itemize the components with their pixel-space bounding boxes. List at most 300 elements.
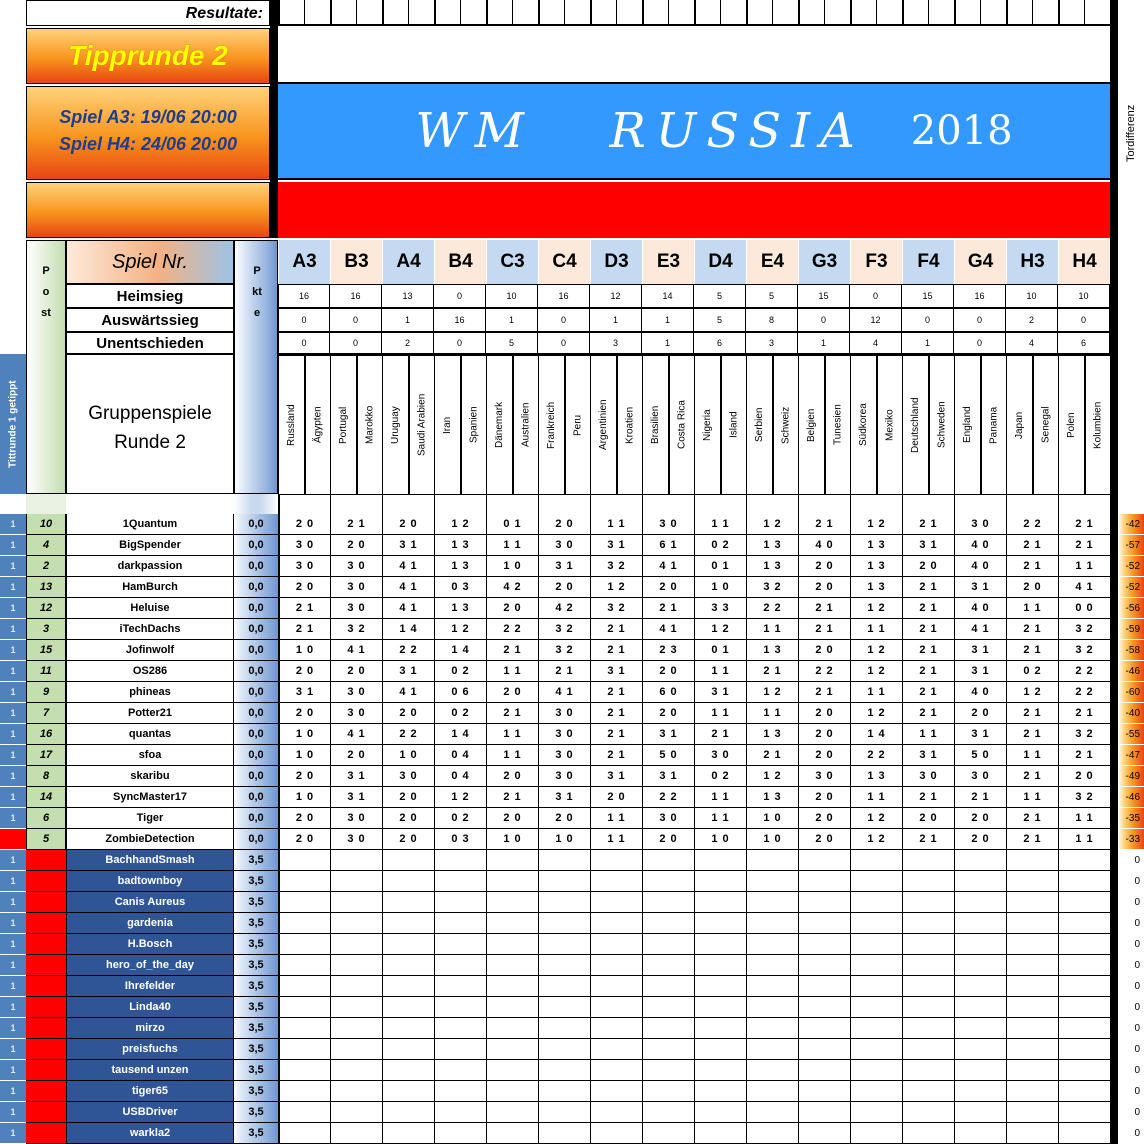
tip-cell[interactable]: 3 0	[538, 766, 590, 787]
tip-cell[interactable]: 1 3	[746, 640, 798, 661]
tip-cell[interactable]: 2 1	[902, 682, 954, 703]
tip-cell[interactable]: 3 0	[330, 556, 382, 577]
tip-cell[interactable]	[278, 997, 330, 1018]
tip-cell[interactable]	[902, 997, 954, 1018]
tip-cell[interactable]: 2 1	[902, 703, 954, 724]
tip-cell[interactable]	[694, 1018, 746, 1039]
tip-cell[interactable]: 5 0	[642, 745, 694, 766]
tip-cell[interactable]: 0 3	[434, 829, 486, 850]
tip-cell[interactable]	[590, 934, 642, 955]
tip-cell[interactable]: 2 0	[798, 703, 850, 724]
row-tag[interactable]: 1	[0, 766, 26, 787]
tip-cell[interactable]: 2 1	[798, 514, 850, 535]
tip-cell[interactable]: 1 0	[382, 745, 434, 766]
tip-cell[interactable]: 5 0	[954, 745, 1006, 766]
tip-cell[interactable]: 2 0	[278, 808, 330, 829]
tip-cell[interactable]	[434, 1123, 486, 1144]
row-tag[interactable]: 1	[0, 892, 26, 913]
tip-cell[interactable]: 2 0	[330, 535, 382, 556]
tip-cell[interactable]	[330, 976, 382, 997]
tip-cell[interactable]: 1 3	[434, 598, 486, 619]
tip-cell[interactable]: 2 0	[902, 808, 954, 829]
tip-cell[interactable]	[590, 1123, 642, 1144]
tip-cell[interactable]	[278, 1123, 330, 1144]
tip-cell[interactable]: 1 0	[486, 556, 538, 577]
tip-cell[interactable]: 4 0	[954, 598, 1006, 619]
tip-cell[interactable]	[1058, 976, 1110, 997]
tip-cell[interactable]	[486, 1102, 538, 1123]
tip-cell[interactable]	[330, 1081, 382, 1102]
tip-cell[interactable]: 3 1	[538, 556, 590, 577]
tip-cell[interactable]: 3 1	[954, 724, 1006, 745]
tip-cell[interactable]: 3 0	[642, 808, 694, 829]
row-tag[interactable]: 1	[0, 913, 26, 934]
tip-cell[interactable]: 4 1	[382, 577, 434, 598]
tip-cell[interactable]: 1 1	[746, 703, 798, 724]
tip-cell[interactable]: 2 1	[798, 598, 850, 619]
tip-cell[interactable]	[798, 934, 850, 955]
tip-cell[interactable]: 2 2	[1058, 661, 1110, 682]
tip-cell[interactable]: 0 2	[694, 766, 746, 787]
tip-cell[interactable]	[538, 934, 590, 955]
tip-cell[interactable]	[798, 955, 850, 976]
tip-cell[interactable]	[382, 1081, 434, 1102]
tip-cell[interactable]: 0 2	[1006, 661, 1058, 682]
tip-cell[interactable]: 1 2	[434, 514, 486, 535]
row-tag[interactable]: 1	[0, 682, 26, 703]
tip-cell[interactable]	[798, 1102, 850, 1123]
tip-cell[interactable]	[590, 871, 642, 892]
tip-cell[interactable]	[954, 892, 1006, 913]
tip-cell[interactable]: 2 1	[798, 682, 850, 703]
result-input-cell[interactable]	[356, 0, 382, 26]
tip-cell[interactable]	[330, 1039, 382, 1060]
tip-cell[interactable]: 1 2	[434, 787, 486, 808]
tip-cell[interactable]: 1 2	[434, 619, 486, 640]
tip-cell[interactable]: 2 2	[746, 598, 798, 619]
tip-cell[interactable]: 4 1	[330, 724, 382, 745]
tip-cell[interactable]	[538, 955, 590, 976]
row-tag[interactable]	[0, 829, 26, 850]
tip-cell[interactable]: 1 2	[590, 577, 642, 598]
tip-cell[interactable]: 1 0	[278, 745, 330, 766]
tip-cell[interactable]: 1 3	[850, 556, 902, 577]
row-tag[interactable]: 1	[0, 850, 26, 871]
tip-cell[interactable]: 1 3	[746, 556, 798, 577]
tip-cell[interactable]: 1 4	[850, 724, 902, 745]
tip-cell[interactable]	[798, 1081, 850, 1102]
tip-cell[interactable]: 3 1	[954, 661, 1006, 682]
tip-cell[interactable]	[330, 1018, 382, 1039]
tip-cell[interactable]	[434, 913, 486, 934]
tip-cell[interactable]	[590, 1039, 642, 1060]
tip-cell[interactable]	[1058, 1123, 1110, 1144]
tip-cell[interactable]	[1058, 934, 1110, 955]
tip-cell[interactable]	[746, 871, 798, 892]
tip-cell[interactable]	[902, 892, 954, 913]
tip-cell[interactable]: 2 1	[590, 703, 642, 724]
tip-cell[interactable]: 2 0	[486, 598, 538, 619]
tip-cell[interactable]: 2 2	[798, 661, 850, 682]
tip-cell[interactable]	[798, 1018, 850, 1039]
tip-cell[interactable]: 2 1	[954, 787, 1006, 808]
tip-cell[interactable]	[642, 1060, 694, 1081]
tip-cell[interactable]	[486, 997, 538, 1018]
tip-cell[interactable]	[850, 1102, 902, 1123]
tip-cell[interactable]	[538, 1018, 590, 1039]
tip-cell[interactable]: 0 6	[434, 682, 486, 703]
tip-cell[interactable]: 0 2	[694, 535, 746, 556]
tip-cell[interactable]	[746, 1102, 798, 1123]
tip-cell[interactable]: 2 3	[642, 640, 694, 661]
tip-cell[interactable]: 2 1	[1006, 640, 1058, 661]
tip-cell[interactable]	[486, 850, 538, 871]
tip-cell[interactable]	[1006, 955, 1058, 976]
tip-cell[interactable]	[486, 1060, 538, 1081]
tip-cell[interactable]	[538, 1081, 590, 1102]
tip-cell[interactable]	[746, 934, 798, 955]
tip-cell[interactable]: 3 2	[1058, 640, 1110, 661]
tip-cell[interactable]: 2 0	[954, 703, 1006, 724]
tip-cell[interactable]: 3 0	[330, 598, 382, 619]
tip-cell[interactable]	[330, 871, 382, 892]
row-tag[interactable]: 1	[0, 577, 26, 598]
tip-cell[interactable]	[590, 1018, 642, 1039]
tip-cell[interactable]: 2 2	[382, 724, 434, 745]
tip-cell[interactable]: 2 1	[1006, 535, 1058, 556]
tip-cell[interactable]	[902, 1102, 954, 1123]
tip-cell[interactable]: 1 2	[1006, 682, 1058, 703]
tip-cell[interactable]	[798, 1123, 850, 1144]
tip-cell[interactable]: 1 3	[850, 577, 902, 598]
tip-cell[interactable]	[486, 1039, 538, 1060]
tip-cell[interactable]: 2 0	[486, 682, 538, 703]
tip-cell[interactable]	[1058, 955, 1110, 976]
row-tag[interactable]: 1	[0, 1039, 26, 1060]
tip-cell[interactable]	[1006, 934, 1058, 955]
tip-cell[interactable]	[590, 1102, 642, 1123]
tip-cell[interactable]	[434, 976, 486, 997]
tip-cell[interactable]	[382, 934, 434, 955]
tip-cell[interactable]: 2 1	[902, 661, 954, 682]
tip-cell[interactable]	[278, 1102, 330, 1123]
tip-cell[interactable]: 2 0	[798, 640, 850, 661]
result-input-cell[interactable]	[720, 0, 746, 26]
tip-cell[interactable]: 2 1	[330, 514, 382, 535]
tip-cell[interactable]: 0 2	[434, 661, 486, 682]
tip-cell[interactable]: 2 1	[902, 787, 954, 808]
tip-cell[interactable]	[642, 913, 694, 934]
tip-cell[interactable]	[642, 850, 694, 871]
tip-cell[interactable]: 3 1	[590, 766, 642, 787]
tip-cell[interactable]	[434, 850, 486, 871]
tip-cell[interactable]: 1 2	[746, 766, 798, 787]
tip-cell[interactable]: 2 2	[382, 640, 434, 661]
tip-cell[interactable]	[1006, 913, 1058, 934]
row-tag[interactable]: 1	[0, 724, 26, 745]
tip-cell[interactable]	[642, 871, 694, 892]
result-input-cell[interactable]	[694, 0, 720, 26]
tip-cell[interactable]: 1 3	[746, 787, 798, 808]
tip-cell[interactable]: 2 0	[278, 514, 330, 535]
tip-cell[interactable]: 3 1	[330, 766, 382, 787]
tip-cell[interactable]: 1 1	[1058, 556, 1110, 577]
tip-cell[interactable]: 0 1	[486, 514, 538, 535]
tip-cell[interactable]: 1 4	[434, 724, 486, 745]
tip-cell[interactable]	[538, 1123, 590, 1144]
tip-cell[interactable]	[694, 1081, 746, 1102]
tip-cell[interactable]: 1 3	[746, 535, 798, 556]
tip-cell[interactable]	[1006, 1039, 1058, 1060]
tip-cell[interactable]	[382, 976, 434, 997]
tip-cell[interactable]	[954, 1102, 1006, 1123]
tip-cell[interactable]	[1058, 913, 1110, 934]
tip-cell[interactable]	[694, 934, 746, 955]
tip-cell[interactable]: 3 2	[538, 640, 590, 661]
tip-cell[interactable]: 3 0	[330, 577, 382, 598]
tip-cell[interactable]	[850, 871, 902, 892]
tip-cell[interactable]: 1 1	[1058, 829, 1110, 850]
tip-cell[interactable]: 3 0	[278, 556, 330, 577]
tip-cell[interactable]: 2 2	[642, 787, 694, 808]
tip-cell[interactable]: 3 0	[642, 514, 694, 535]
tip-cell[interactable]	[746, 1039, 798, 1060]
tip-cell[interactable]	[902, 934, 954, 955]
tip-cell[interactable]	[278, 976, 330, 997]
tip-cell[interactable]	[746, 976, 798, 997]
tip-cell[interactable]	[642, 934, 694, 955]
tip-cell[interactable]: 1 1	[486, 535, 538, 556]
tip-cell[interactable]: 1 0	[694, 577, 746, 598]
tip-cell[interactable]	[434, 1039, 486, 1060]
result-input-cell[interactable]	[954, 0, 980, 26]
tip-cell[interactable]: 1 0	[538, 829, 590, 850]
tip-cell[interactable]	[954, 913, 1006, 934]
tip-cell[interactable]	[330, 1060, 382, 1081]
tip-cell[interactable]	[486, 955, 538, 976]
tip-cell[interactable]	[798, 913, 850, 934]
tip-cell[interactable]: 2 1	[1006, 619, 1058, 640]
tip-cell[interactable]: 2 1	[902, 640, 954, 661]
tip-cell[interactable]: 1 0	[278, 787, 330, 808]
tip-cell[interactable]	[278, 850, 330, 871]
tip-cell[interactable]	[694, 1060, 746, 1081]
tip-cell[interactable]	[382, 997, 434, 1018]
tip-cell[interactable]: 2 2	[1006, 514, 1058, 535]
tip-cell[interactable]	[954, 1081, 1006, 1102]
tip-cell[interactable]: 3 0	[538, 745, 590, 766]
tip-cell[interactable]: 2 1	[1006, 766, 1058, 787]
tip-cell[interactable]: 2 1	[1006, 808, 1058, 829]
tip-cell[interactable]	[278, 934, 330, 955]
tip-cell[interactable]	[278, 871, 330, 892]
tip-cell[interactable]	[486, 871, 538, 892]
result-input-cell[interactable]	[1032, 0, 1058, 26]
tip-cell[interactable]	[1006, 892, 1058, 913]
tip-cell[interactable]: 1 2	[850, 661, 902, 682]
tip-cell[interactable]	[902, 976, 954, 997]
result-input-cell[interactable]	[512, 0, 538, 26]
tip-cell[interactable]	[590, 1060, 642, 1081]
tip-cell[interactable]: 2 1	[1058, 514, 1110, 535]
tip-cell[interactable]: 3 1	[590, 535, 642, 556]
tip-cell[interactable]: 1 1	[850, 619, 902, 640]
row-tag[interactable]: 1	[0, 1102, 26, 1123]
tip-cell[interactable]	[330, 955, 382, 976]
tip-cell[interactable]	[1006, 1060, 1058, 1081]
tip-cell[interactable]: 2 1	[486, 640, 538, 661]
tip-cell[interactable]	[382, 1039, 434, 1060]
tip-cell[interactable]: 2 0	[382, 703, 434, 724]
tip-cell[interactable]	[850, 955, 902, 976]
tip-cell[interactable]: 2 0	[798, 556, 850, 577]
tip-cell[interactable]: 2 1	[642, 598, 694, 619]
tip-cell[interactable]	[538, 1102, 590, 1123]
tip-cell[interactable]: 4 2	[486, 577, 538, 598]
result-input-cell[interactable]	[1058, 0, 1084, 26]
tip-cell[interactable]: 4 0	[954, 535, 1006, 556]
tip-cell[interactable]: 2 0	[278, 703, 330, 724]
tip-cell[interactable]: 3 0	[694, 745, 746, 766]
result-input-cell[interactable]	[772, 0, 798, 26]
tip-cell[interactable]	[746, 1060, 798, 1081]
tip-cell[interactable]	[850, 913, 902, 934]
tip-cell[interactable]	[1006, 1081, 1058, 1102]
result-input-cell[interactable]	[304, 0, 330, 26]
tip-cell[interactable]: 2 0	[538, 514, 590, 535]
tip-cell[interactable]: 0 1	[694, 640, 746, 661]
tip-cell[interactable]: 4 1	[330, 640, 382, 661]
tip-cell[interactable]: 2 1	[694, 724, 746, 745]
tip-cell[interactable]: 3 0	[538, 535, 590, 556]
tip-cell[interactable]: 1 2	[746, 682, 798, 703]
tip-cell[interactable]: 4 0	[798, 535, 850, 556]
tip-cell[interactable]: 0 2	[434, 808, 486, 829]
tip-cell[interactable]	[590, 913, 642, 934]
tip-cell[interactable]	[954, 934, 1006, 955]
tip-cell[interactable]	[590, 1081, 642, 1102]
tip-cell[interactable]	[590, 997, 642, 1018]
row-tag[interactable]: 1	[0, 598, 26, 619]
tip-cell[interactable]: 3 2	[746, 577, 798, 598]
tip-cell[interactable]: 2 1	[590, 640, 642, 661]
row-tag[interactable]: 1	[0, 787, 26, 808]
tip-cell[interactable]	[434, 934, 486, 955]
tip-cell[interactable]	[330, 1123, 382, 1144]
row-tag[interactable]: 1	[0, 997, 26, 1018]
tip-cell[interactable]	[798, 976, 850, 997]
tip-cell[interactable]	[434, 1018, 486, 1039]
tip-cell[interactable]: 2 0	[382, 514, 434, 535]
tip-cell[interactable]	[694, 1039, 746, 1060]
tip-cell[interactable]: 2 0	[798, 745, 850, 766]
row-tag[interactable]: 1	[0, 661, 26, 682]
tip-cell[interactable]	[330, 913, 382, 934]
row-tag[interactable]: 1	[0, 1081, 26, 1102]
tip-cell[interactable]: 3 2	[1058, 619, 1110, 640]
row-tag[interactable]: 1	[0, 808, 26, 829]
tip-cell[interactable]: 3 0	[330, 808, 382, 829]
tip-cell[interactable]	[382, 913, 434, 934]
row-tag[interactable]: 1	[0, 640, 26, 661]
tip-cell[interactable]	[330, 997, 382, 1018]
tip-cell[interactable]	[798, 997, 850, 1018]
tip-cell[interactable]: 3 1	[330, 787, 382, 808]
tip-cell[interactable]: 1 0	[278, 724, 330, 745]
tip-cell[interactable]	[902, 1039, 954, 1060]
tip-cell[interactable]: 3 1	[642, 724, 694, 745]
tip-cell[interactable]	[486, 976, 538, 997]
tip-cell[interactable]	[278, 1018, 330, 1039]
tip-cell[interactable]	[694, 1102, 746, 1123]
tip-cell[interactable]	[434, 892, 486, 913]
tip-cell[interactable]	[798, 1060, 850, 1081]
tip-cell[interactable]: 1 0	[278, 640, 330, 661]
tip-cell[interactable]: 3 0	[382, 766, 434, 787]
tip-cell[interactable]	[1006, 997, 1058, 1018]
tip-cell[interactable]: 1 1	[1006, 745, 1058, 766]
tip-cell[interactable]	[486, 1018, 538, 1039]
tip-cell[interactable]: 1 1	[694, 808, 746, 829]
row-tag[interactable]: 1	[0, 871, 26, 892]
result-input-cell[interactable]	[382, 0, 408, 26]
tip-cell[interactable]: 2 1	[590, 619, 642, 640]
result-input-cell[interactable]	[980, 0, 1006, 26]
tip-cell[interactable]	[1058, 997, 1110, 1018]
tip-cell[interactable]	[694, 955, 746, 976]
tip-cell[interactable]: 1 2	[746, 514, 798, 535]
tip-cell[interactable]	[1058, 1039, 1110, 1060]
tip-cell[interactable]	[746, 850, 798, 871]
tip-cell[interactable]: 2 1	[590, 724, 642, 745]
tip-cell[interactable]: 1 2	[694, 619, 746, 640]
tip-cell[interactable]: 1 2	[850, 829, 902, 850]
tip-cell[interactable]: 2 0	[330, 661, 382, 682]
tip-cell[interactable]: 3 1	[694, 682, 746, 703]
result-input-cell[interactable]	[590, 0, 616, 26]
tip-cell[interactable]: 2 1	[590, 745, 642, 766]
tip-cell[interactable]	[850, 997, 902, 1018]
tip-cell[interactable]	[538, 1039, 590, 1060]
tip-cell[interactable]: 2 1	[902, 619, 954, 640]
tip-cell[interactable]	[746, 955, 798, 976]
tip-cell[interactable]: 3 1	[278, 682, 330, 703]
tip-cell[interactable]: 2 0	[798, 787, 850, 808]
tip-cell[interactable]: 4 1	[642, 556, 694, 577]
row-tag[interactable]: 1	[0, 535, 26, 556]
tip-cell[interactable]: 1 1	[850, 787, 902, 808]
tip-cell[interactable]	[1058, 850, 1110, 871]
result-input-cell[interactable]	[824, 0, 850, 26]
tip-cell[interactable]: 1 1	[902, 724, 954, 745]
tip-cell[interactable]	[642, 892, 694, 913]
tip-cell[interactable]	[382, 1060, 434, 1081]
tip-cell[interactable]: 1 2	[850, 514, 902, 535]
tip-cell[interactable]: 6 1	[642, 535, 694, 556]
tip-cell[interactable]	[746, 913, 798, 934]
tip-cell[interactable]: 2 1	[538, 661, 590, 682]
tip-cell[interactable]	[850, 1081, 902, 1102]
tip-cell[interactable]: 4 1	[382, 598, 434, 619]
tip-cell[interactable]: 2 1	[486, 787, 538, 808]
tip-cell[interactable]	[590, 976, 642, 997]
result-input-cell[interactable]	[616, 0, 642, 26]
tip-cell[interactable]: 2 1	[590, 682, 642, 703]
tip-cell[interactable]: 3 1	[902, 535, 954, 556]
tip-cell[interactable]	[746, 1123, 798, 1144]
tip-cell[interactable]	[850, 934, 902, 955]
tip-cell[interactable]	[538, 1060, 590, 1081]
